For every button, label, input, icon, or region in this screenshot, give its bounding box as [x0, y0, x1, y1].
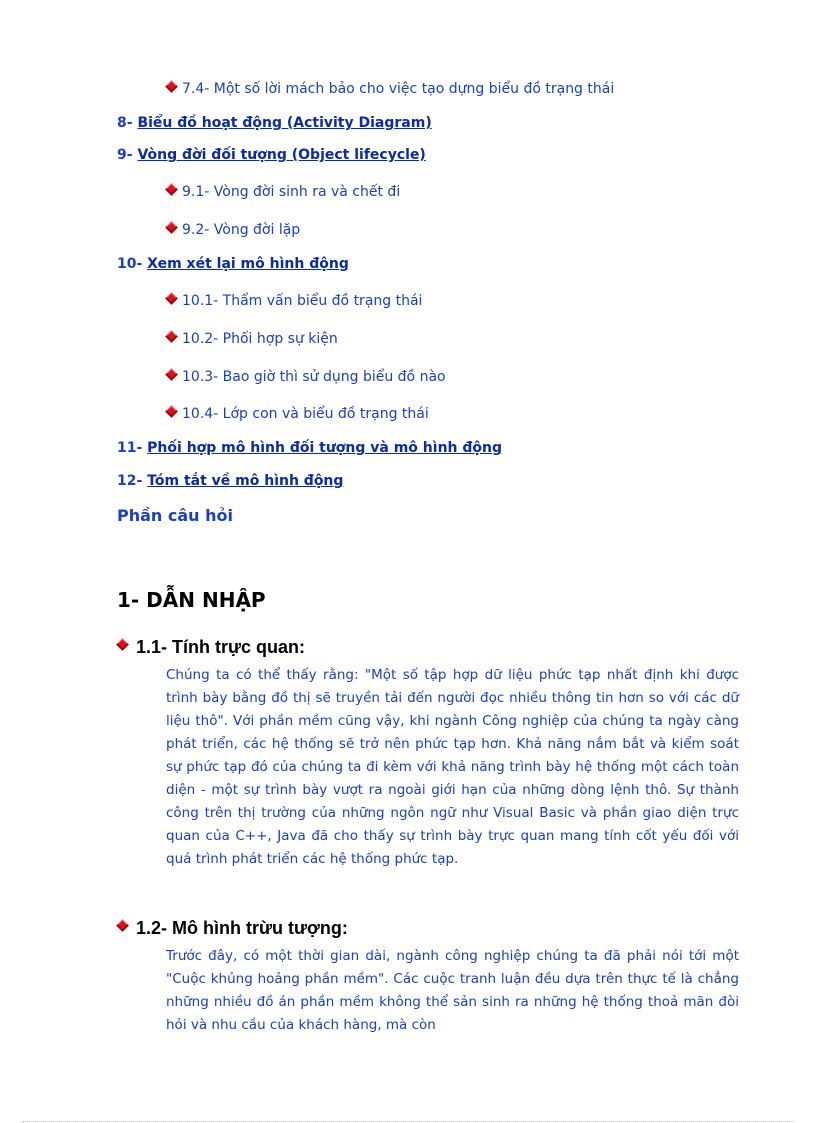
- toc-item-10[interactable]: 10- Xem xét lại mô hình động: [117, 256, 349, 272]
- toc-link-activity-diagram[interactable]: Biểu đồ hoạt động (Activity Diagram): [137, 115, 432, 131]
- red-diamond-bullet-icon: [116, 919, 129, 932]
- toc-item-9-1[interactable]: 9.1- Vòng đời sinh ra và chết đi: [167, 184, 400, 200]
- red-diamond-bullet-icon: [165, 183, 178, 196]
- toc-item-8[interactable]: 8- Biểu đồ hoạt động (Activity Diagram): [117, 115, 432, 131]
- section-heading: 1- DẪN NHẬP: [117, 588, 266, 612]
- toc-link-dynamic-model-review[interactable]: Xem xét lại mô hình động: [147, 256, 349, 272]
- red-diamond-bullet-icon: [165, 292, 178, 305]
- toc-item-11[interactable]: 11- Phối hợp mô hình đối tượng và mô hình động: [117, 440, 503, 456]
- toc-item-9-2[interactable]: 9.2- Vòng đời lặp: [167, 222, 300, 238]
- red-diamond-bullet-icon: [165, 80, 178, 93]
- toc-item-10-3[interactable]: 10.3- Bao giờ thì sử dụng biểu đồ nào: [167, 369, 446, 385]
- subsection-heading-1-1: 1.1- Tính trực quan:: [118, 637, 305, 658]
- toc-item-7-4[interactable]: 7.4- Một số lời mách bảo cho việc tạo dựng biểu đồ trạng thái: [167, 81, 614, 97]
- red-diamond-bullet-icon: [116, 638, 129, 651]
- subsection-heading-1-2: 1.2- Mô hình trừu tượng:: [118, 918, 348, 939]
- red-diamond-bullet-icon: [165, 221, 178, 234]
- toc-item-10-4[interactable]: 10.4- Lớp con và biểu đồ trạng thái: [167, 406, 429, 422]
- page-divider: [22, 1121, 794, 1122]
- toc-link-model-coordination[interactable]: Phối hợp mô hình đối tượng và mô hình động: [147, 440, 503, 456]
- red-diamond-bullet-icon: [165, 330, 178, 343]
- toc-item-12[interactable]: 12- Tóm tắt về mô hình động: [117, 473, 344, 489]
- toc-item-9[interactable]: 9- Vòng đời đối tượng (Object lifecycle): [117, 147, 426, 163]
- toc-item-10-1[interactable]: 10.1- Thẩm vấn biểu đồ trạng thái: [167, 293, 422, 309]
- paragraph-1-1: Chúng ta có thể thấy rằng: "Một số tập hợp dữ liệu phức tạp nhất định khi được trình bày bằng đồ thị sẽ truyền tải đến người đọc nhiều thông tin hơn so với các dữ liệu thô". Với phần mềm cũng vậy, khi ngành Công nghiệp của chúng ta ngày càng phát triển, các hệ thống sẽ trở nên phức tạp hơn. Khả năng nắm bắt và kiểm soát sự phức tạp đó của chúng ta đi kèm với khả năng trình bày hệ thống một cách toàn diện - một sự trình bày vượt ra ngoài giới hạn của những dòng lệnh thô. Sự thành công trên thị trường của những ngôn ngữ như Visual Basic và phần giao diện trực quan của C++, Java đã cho thấy sự trình bày trực quan mang tính cốt yếu đối với quá trình phát triển các hệ thống phức tạp.: [166, 667, 739, 867]
- red-diamond-bullet-icon: [165, 405, 178, 418]
- toc-link-object-lifecycle[interactable]: Vòng đời đối tượng (Object lifecycle): [137, 147, 426, 163]
- paragraph-1-2: Trước đây, có một thời gian dài, ngành công nghiệp chúng ta đã phải nói tới một "Cuộc khủng hoảng phần mềm". Các cuộc tranh luận đều dựa trên thực tế là chẳng những nhiều đồ án phần mềm không thể sản sinh ra những hệ thống thoả mãn đòi hỏi và nhu cầu của khách hàng, mà còn: [166, 948, 739, 1033]
- red-diamond-bullet-icon: [165, 368, 178, 381]
- toc-item-10-2[interactable]: 10.2- Phối hợp sự kiện: [167, 331, 338, 347]
- toc-questions-link[interactable]: Phần câu hỏi: [117, 506, 233, 525]
- toc-link-dynamic-model-summary[interactable]: Tóm tắt về mô hình động: [147, 473, 344, 489]
